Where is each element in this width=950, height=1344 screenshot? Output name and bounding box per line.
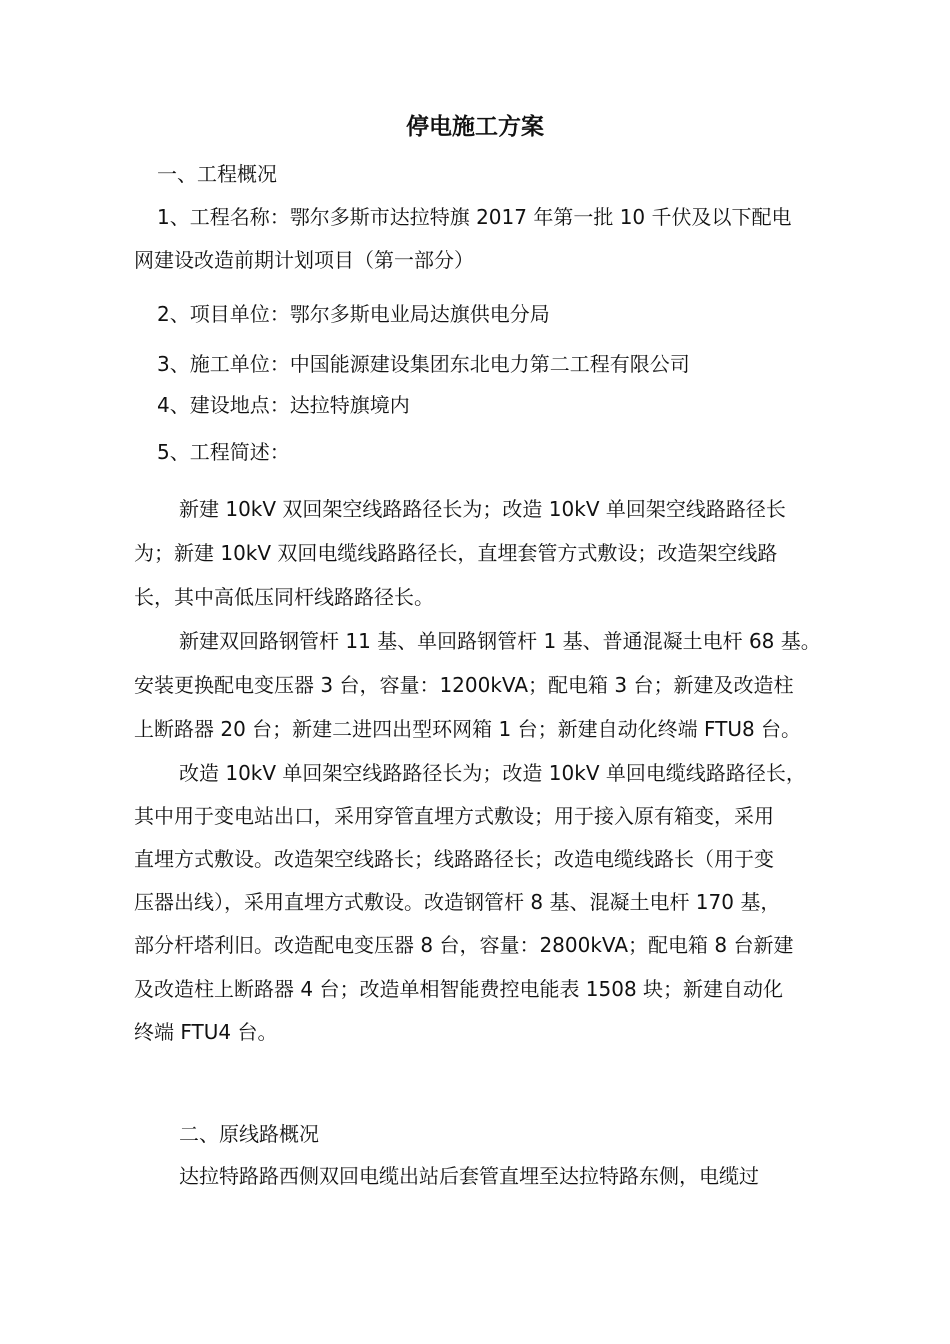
paragraph-line: 改造 10kV 单回架空线路路径长为；改造 10kV 单回电缆线路路径长， <box>179 761 806 785</box>
paragraph-line: 达拉特路路西侧双回电缆出站后套管直埋至达拉特路东侧，电缆过 <box>179 1164 759 1188</box>
paragraph-line: 及改造柱上断路器 4 台；改造单相智能费控电能表 1508 块；新建自动化 <box>134 977 784 1001</box>
paragraph-line: 新建双回路钢管杆 11 基、单回路钢管杆 1 基、普通混凝土电杆 68 基。 <box>179 629 821 653</box>
paragraph-line: 安装更换配电变压器 3 台，容量：1200kVA；配电箱 3 台；新建及改造柱 <box>134 673 794 697</box>
project-unit: 2、项目单位：鄂尔多斯电业局达旗供电分局 <box>157 302 550 326</box>
construction-site: 4、建设地点：达拉特旗境内 <box>157 393 410 417</box>
paragraph-line: 直埋方式敷设。改造架空线路长；线路路径长；改造电缆线路长（用于变 <box>134 847 774 871</box>
paragraph-line: 终端 FTU4 台。 <box>134 1020 278 1044</box>
section-heading-overview: 一、工程概况 <box>157 162 277 186</box>
paragraph-line: 新建 10kV 双回架空线路路径长为；改造 10kV 单回架空线路路径长 <box>179 497 786 521</box>
construction-unit: 3、施工单位：中国能源建设集团东北电力第二工程有限公司 <box>157 352 690 376</box>
paragraph-line: 上断路器 20 台；新建二进四出型环网箱 1 台；新建自动化终端 FTU8 台。 <box>134 717 802 741</box>
project-brief-label: 5、工程简述： <box>157 440 290 464</box>
document-title: 停电施工方案 <box>406 114 544 140</box>
paragraph-line: 部分杆塔利旧。改造配电变压器 8 台，容量：2800kVA；配电箱 8 台新建 <box>134 933 794 957</box>
paragraph-line: 压器出线），采用直埋方式敷设。改造钢管杆 8 基、混凝土电杆 170 基， <box>134 890 781 914</box>
project-name-line-2: 网建设改造前期计划项目（第一部分） <box>134 248 474 272</box>
paragraph-line: 其中用于变电站出口，采用穿管直埋方式敷设；用于接入原有箱变，采用 <box>134 804 774 828</box>
project-name-line-1: 1、工程名称：鄂尔多斯市达拉特旗 2017 年第一批 10 千伏及以下配电 <box>157 205 792 229</box>
paragraph-line: 为；新建 10kV 双回电缆线路路径长，直埋套管方式敷设；改造架空线路 <box>134 541 778 565</box>
paragraph-line: 长，其中高低压同杆线路路径长。 <box>134 585 434 609</box>
section-heading-original-line: 二、原线路概况 <box>179 1122 319 1146</box>
